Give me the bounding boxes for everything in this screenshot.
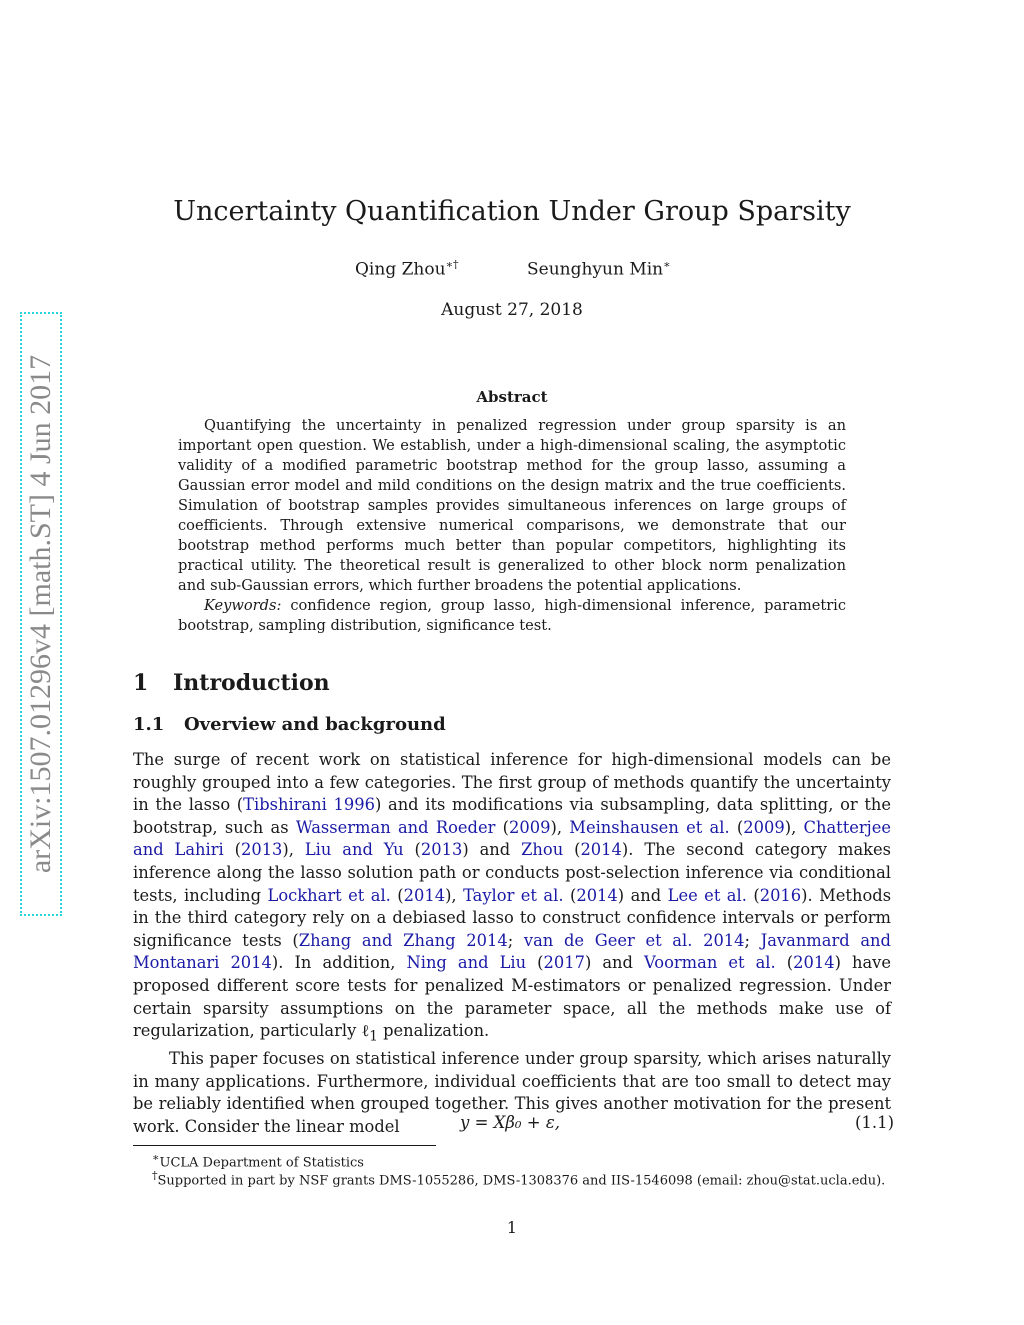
subsection-heading: 1.1 Overview and background [133, 714, 446, 735]
citation-link[interactable]: Meinshausen et al. [569, 817, 730, 837]
citation-link[interactable]: Chatterjee and Lahiri [133, 817, 892, 860]
paragraph-1: The surge of recent work on statistical inference for high-dimensional models can be roughly grouped into a few categories. The first group of methods quantify the uncertainty in the lasso (Tibshirani 1996) and its modifications via subsampling, data splitting, or the bootstrap, such as Wasserman and Roeder (2009), Meinshausen et al. (2009), Chatterjee and Lahiri (2013), Liu and Yu (2013) and Zhou (2014). The second category makes inference along the lasso solution path or conducts post-selection inference via conditional tests, including Lockhart et al. (2014), Taylor et al. (2014) and Lee et al. (2016). Methods in the third category rely on a debiased lasso to construct confidence intervals or perform significance tests (Zhang and Zhang 2014; van de Geer et al. 2014; Javanmard and Montanari 2014). In addition, Ning and Liu (2017) and Voorman et al. (2014) have proposed different score tests for penalized M-estimators or penalized regression. Under certain sparsity assumptions on the parameter space, all the methods make use of regularization, particularly ℓ$_1$ penalization. [133, 750, 892, 1045]
abstract-heading: Abstract [476, 388, 548, 406]
citation-link[interactable]: Ning and Liu [406, 953, 527, 973]
keywords: Keywords: confidence region, group lasso, high-dimensional inference, parametric bootstrap, sampling distribution, significance test. [178, 597, 847, 634]
paper-title: Uncertainty Quantification Under Group Sparsity [173, 196, 851, 227]
body-text [133, 749, 891, 1138]
equation: y = Xβ₀ + ε, [460, 1113, 560, 1132]
abstract-text: Quantifying the uncertainty in penalized regression under group sparsity is an important open question. We establish, under a high-dimensional scaling, the asymptotic validity of a modified parametric bootstrap method for the group lasso, assuming a Gaussian error model and mild conditions on the design matrix and the true coefficients. Simulation of bootstrap samples provides simultaneous inferences on large groups of coefficients. Through extensive numerical comparisons, we demonstrate that our bootstrap method performs much better than popular competitors, highlighting its practical utility. The theoretical result is generalized to other block norm penalization and sub-Gaussian errors, which further broadens the potential applications. [178, 417, 846, 594]
arxiv-stamp: arXiv:1507.01296v4 [math.ST] 4 Jun 2017 [24, 354, 57, 874]
citation-link[interactable]: Tibshirani 1996 [243, 795, 375, 815]
citation-link[interactable]: Lee et al. [667, 885, 747, 905]
citation-link[interactable]: Voorman et al. [644, 953, 776, 973]
equation-number: (1.1) [855, 1113, 895, 1132]
citation-link[interactable]: Liu and Yu [304, 840, 404, 860]
citation-link[interactable]: 2009 [509, 817, 551, 837]
footnote-2: †Supported in part by NSF grants DMS-1055286, DMS-1308376 and IIS-1546098 (email: zhou@stat.ucla.edu). [152, 1169, 886, 1189]
footnote-rule [133, 1145, 436, 1146]
citation-link[interactable]: 2014 [403, 885, 446, 905]
citation-link[interactable]: Zhang and Zhang 2014 [298, 930, 508, 950]
citation-link[interactable]: 2013 [240, 840, 283, 860]
citation-link[interactable]: 2014 [580, 840, 622, 860]
author-1: Qing Zhou∗† [355, 258, 459, 280]
citation-link[interactable]: 2013 [420, 840, 463, 860]
footnote-1: ∗UCLA Department of Statistics [152, 1151, 364, 1171]
citation-link[interactable]: Javanmard and Montanari 2014 [133, 930, 891, 973]
section-heading: 1 Introduction [133, 670, 330, 696]
citation-link[interactable]: 2014 [576, 885, 618, 905]
citation-link[interactable]: 2016 [759, 885, 802, 905]
citation-link[interactable]: 2009 [743, 817, 785, 837]
paragraph-2: This paper focuses on statistical inference under group sparsity, which arises naturally in many applications. Furthermore, individual coefficients that are too small to detect may be reliably identified when grouped together. This gives another motivation for the present work. Consider the linear model [133, 1048, 891, 1136]
citation-link[interactable]: Wasserman and Roeder [295, 817, 496, 837]
citation-link[interactable]: Zhou [521, 840, 564, 860]
author-2: Seunghyun Min∗ [527, 258, 671, 280]
citation-link[interactable]: 2017 [543, 953, 585, 973]
citation-link[interactable]: van de Geer et al. 2014 [523, 930, 745, 950]
abstract [178, 416, 846, 636]
page-number: 1 [506, 1218, 518, 1237]
citation-link[interactable]: Taylor et al. [463, 885, 564, 905]
citation-link[interactable]: Lockhart et al. [267, 885, 391, 905]
citation-link[interactable]: 2014 [793, 953, 835, 973]
date: August 27, 2018 [441, 300, 583, 320]
